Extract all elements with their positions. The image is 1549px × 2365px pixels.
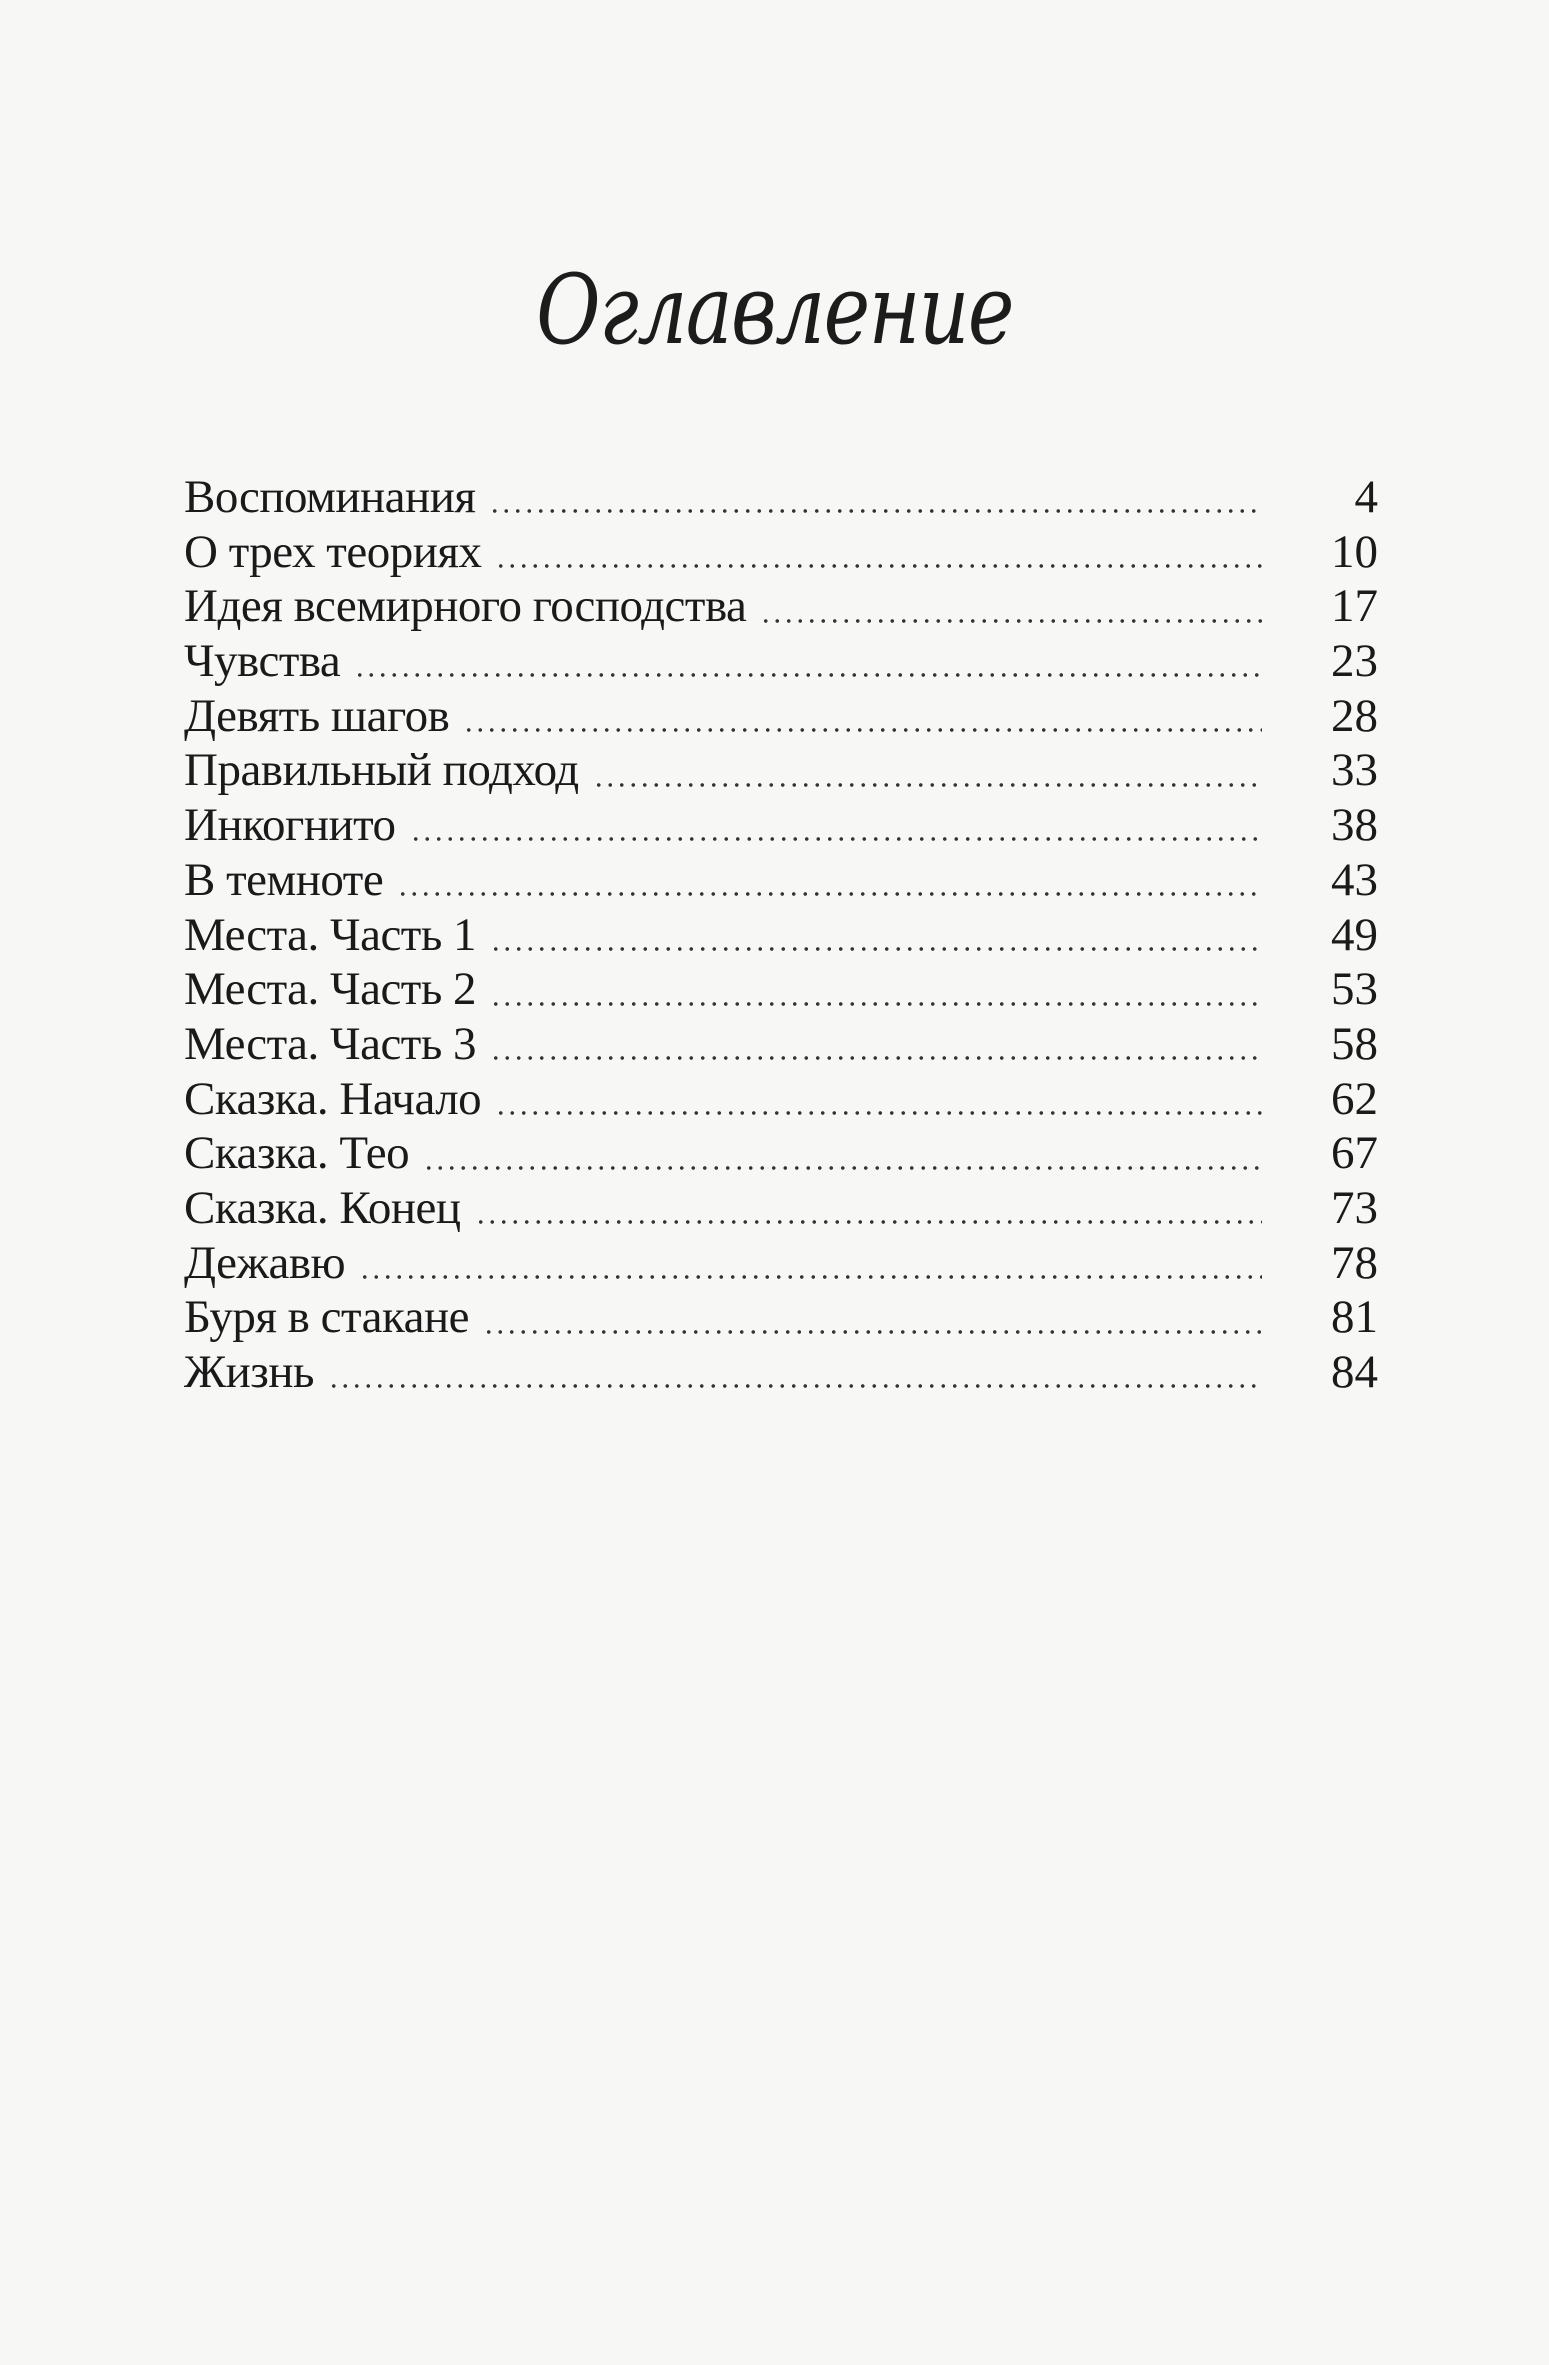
toc-entry	[184, 1072, 1378, 1127]
dot-leader	[489, 506, 1262, 516]
toc-entry-page: 53	[1331, 963, 1378, 1016]
dot-leader	[483, 1327, 1262, 1337]
toc-entry-page: 81	[1331, 1291, 1378, 1344]
toc-entry-title: Инкогнито	[184, 799, 396, 852]
dot-leader	[397, 889, 1262, 899]
toc-entry-title: Сказка. Тео	[184, 1127, 410, 1180]
toc-entry-title: О трех теориях	[184, 525, 482, 578]
toc-entry	[184, 853, 1378, 908]
toc-entry-page: 17	[1331, 580, 1378, 633]
dot-leader	[760, 616, 1262, 626]
toc-entry-title: Дежавю	[184, 1236, 346, 1289]
toc-entry-page: 38	[1331, 799, 1378, 852]
toc-entry	[184, 634, 1378, 689]
toc-entry	[184, 1345, 1378, 1400]
dot-leader	[410, 834, 1262, 844]
toc-entry	[184, 470, 1378, 525]
toc-entry-title: Жизнь	[184, 1346, 314, 1398]
toc-entry-title: Правильный подход	[184, 744, 579, 797]
toc-entry-page: 73	[1331, 1181, 1378, 1234]
toc-entry-page: 58	[1331, 1017, 1378, 1070]
toc-entry-title: Места. Часть 3	[184, 1017, 477, 1070]
toc-entry-title: Воспоминания	[184, 471, 476, 523]
toc-entry	[184, 908, 1378, 963]
toc-entry	[184, 689, 1378, 744]
toc-entry-page: 23	[1331, 635, 1378, 688]
toc-entry	[184, 1126, 1378, 1181]
toc-entry-page: 84	[1331, 1346, 1378, 1398]
toc-entry	[184, 579, 1378, 634]
dot-leader	[495, 561, 1262, 571]
toc-entry	[184, 798, 1378, 853]
toc-entry-title: Девять шагов	[184, 689, 450, 742]
toc-entry	[184, 1017, 1378, 1072]
toc-entry-title: Места. Часть 2	[184, 963, 477, 1016]
dot-leader	[328, 1381, 1262, 1391]
toc-entry-title: Места. Часть 1	[184, 908, 477, 961]
toc-entry	[184, 525, 1378, 580]
toc-entry-page: 67	[1331, 1127, 1378, 1180]
toc-entry-title: Сказка. Конец	[184, 1181, 461, 1234]
dot-leader	[475, 1217, 1262, 1227]
dot-leader	[490, 944, 1262, 954]
toc-entry-page: 49	[1331, 908, 1378, 961]
toc-entry-page: 78	[1331, 1236, 1378, 1289]
toc-entry-page: 33	[1331, 744, 1378, 797]
toc-entry	[184, 962, 1378, 1017]
dot-leader	[490, 1053, 1262, 1063]
table-of-contents	[184, 470, 1378, 1400]
toc-entry	[184, 1290, 1378, 1345]
toc-entry-page: 28	[1331, 689, 1378, 742]
toc-entry-page: 4	[1354, 471, 1378, 523]
toc-entry-title: Чувства	[184, 635, 341, 688]
toc-entry-page: 62	[1331, 1072, 1378, 1125]
dot-leader	[593, 780, 1262, 790]
dot-leader	[359, 1272, 1262, 1282]
toc-entry	[184, 743, 1378, 798]
toc-entry-title: Буря в стакане	[184, 1291, 469, 1344]
toc-entry	[184, 1236, 1378, 1291]
dot-leader	[463, 725, 1262, 735]
dot-leader	[423, 1163, 1262, 1173]
toc-entry	[184, 1181, 1378, 1236]
page-title: Оглавление	[536, 254, 1013, 367]
toc-entry-page: 10	[1331, 525, 1378, 578]
dot-leader	[490, 999, 1262, 1009]
toc-entry-title: Идея всемирного господства	[184, 580, 747, 633]
dot-leader	[354, 670, 1262, 680]
dot-leader	[495, 1108, 1262, 1118]
toc-entry-page: 43	[1331, 853, 1378, 906]
toc-entry-title: Сказка. Начало	[184, 1072, 482, 1125]
toc-entry-title: В темноте	[184, 853, 384, 906]
